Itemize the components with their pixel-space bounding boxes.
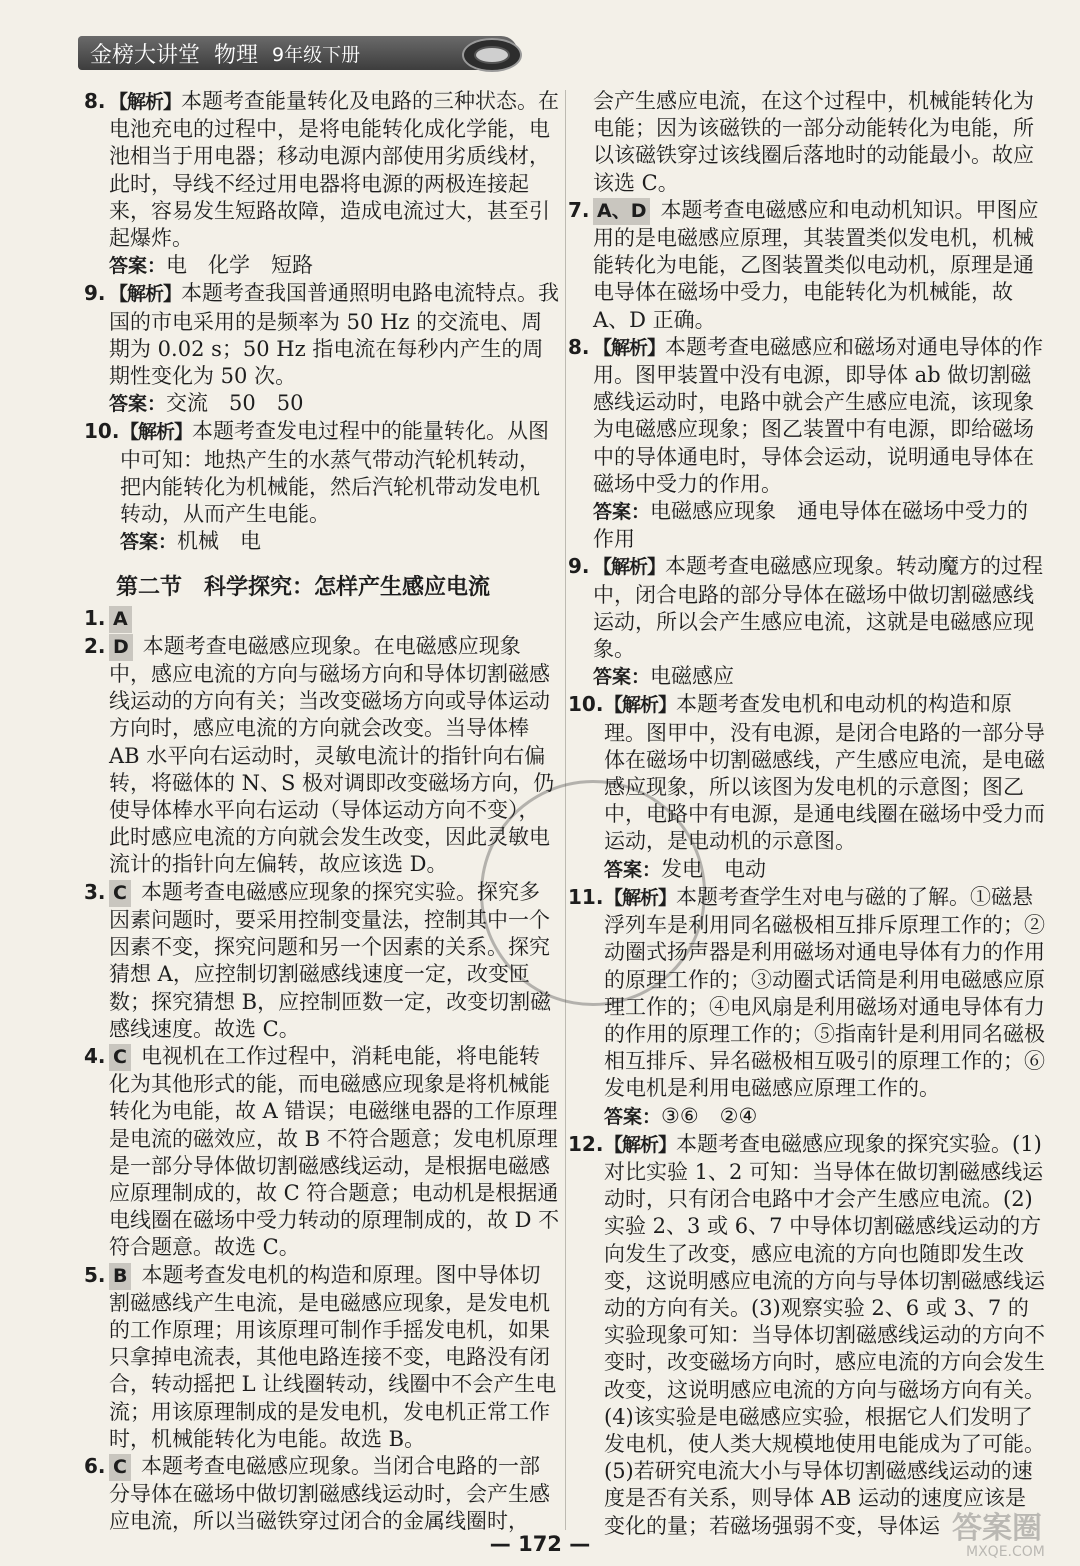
analysis-tag: 【解析】 [109,91,182,113]
explanation-text: 本题考查电磁感应现象的探究实验。探究多因素问题时，要采用控制变量法，控制其中一个因素不变，探究问题和另一个因素的关系。探究猜想 A，应控制切割磁感线速度一定，改变匝数；探究猜想 B，应控制匝数一定，改变切割磁感线速度。故选 C。 [109,879,552,1041]
answer-value: 电磁感应 [650,664,735,689]
answer-label: 答案： [109,393,167,416]
analysis-tag: 【解析】 [604,886,677,909]
answer-label: 答案： [109,255,167,278]
explanation-text: 本题考查发电机和电动机的构造和原理。图甲中，没有电源，是闭合电路的一部分导体在磁场中切割磁感线，产生感应电流，是电磁感应现象，所以该图为发电机的示意图；图乙中，电路中有电源，是通电线圈在磁场中受力而运动，是电动机的示意图。 [604,692,1045,854]
question-number: 6. [84,1453,106,1478]
choice-answer-box: C [109,1454,131,1481]
explanation-text: 本题考查发电机的构造和原理。图中导体切割磁感线产生电流，是电磁感应现象，是发电机的工作原理；用该原理可制作手摇发电机，如果只拿掉电流表，其他电路连接不变，电路没有闭合，转动摇把 L 让线圈转动，线圈中不会产生电流；用该原理制成的是发电机，发电机正常工作时，机械能转化为电能。故选 B。 [109,1262,557,1451]
question-item [84,633,560,879]
question-item [568,1131,1046,1540]
question-number: 10. [84,419,120,444]
question-number: 9. [568,554,590,579]
analysis-tag: 【解析】 [593,556,666,579]
page-number: — 172 — [489,1532,591,1556]
question-body [109,1453,560,1536]
svg-text:答案圈: 答案圈 [952,1511,1042,1546]
question-body [109,879,560,1043]
question-item [84,1262,560,1453]
choice-answer-box: C [109,880,131,907]
book-header [78,36,518,70]
answer-line [109,252,560,280]
analysis-tag: 【解析】 [593,336,666,359]
grade-title: 9年级下册 [272,43,361,66]
answer-value: 发电 电动 [661,856,767,881]
watermark-logo [948,1504,1066,1558]
choice-answer-box: A、D [593,198,650,225]
question-number: 4. [84,1043,106,1068]
answer-line [604,1103,1046,1131]
answer-line [593,663,1046,691]
subject-title: 物理 [214,42,259,68]
answer-value: 电磁感应现象 通电导体在磁场中受力的作用 [593,499,1029,552]
question-item [568,334,1046,554]
question-body [120,418,560,528]
explanation-text: 本题考查我国普通照明电路电流特点。我国的市电采用的是频率为 50 Hz 的交流电、周期为 0.02 s；50 Hz 指电流在每秒内产生的周期性变化为 50 次。 [109,281,560,389]
question-number: 3. [84,879,106,904]
question-item [84,88,560,280]
continuation-text: 会产生感应电流，在这个过程中，机械能转化为电能；因为该磁铁的一部分动能转化为电能，所以该磁铁穿过该线圈后落地时的动能最小。故应该选 C。 [593,89,1034,195]
answer-label: 答案： [604,1105,662,1128]
question-body [109,1262,560,1453]
choice-answer-box: B [109,1263,131,1290]
question-body [593,197,1046,334]
answer-label: 答案： [604,858,662,881]
explanation-text: 本题考查电磁感应现象的探究实验。(1)对比实验 1、2 可知：当导体在做切割磁感线运动时，只有闭合电路中才会产生感应电流。(2)实验 2、3 或 6、7 中导体切割磁感线运动的方向发生了改变，感应电流的方向也随即发生改变，这说明感应电流的方向与导体切割磁感线运动的方向有关。(3)观察实验 2、6 或 3、7 的实验现象可知：当导体切割磁感线运动的方向不变时，改变磁场方向时，感应电流的方向会发生改变，这说明感应电流的方向与磁场方向有关。(4)该实验是电磁感应实验，根据它人们发明了发电机，使人类大规模地使用电能成为了可能。(5)若研究电流大小与导体切割磁感线运动的速度是否有关系，则导体 AB 运动的速度应该是变化的量；若磁场强弱不变，导体运 [604,1131,1045,1538]
analysis-tag: 【解析】 [109,283,182,306]
series-title: 金榜大讲堂 [90,42,201,68]
question-number: 10. [568,692,604,717]
question-item [84,1043,560,1262]
choice-answer-box: C [109,1044,131,1071]
answer-value: 机械 电 [177,529,262,554]
question-number: 11. [568,884,604,909]
right-column [568,88,1046,1540]
question-item [84,1453,560,1536]
analysis-tag: 【解析】 [604,694,677,717]
svg-text:MXQE.COM: MXQE.COM [966,1544,1045,1558]
question-body [109,605,560,633]
question-number: 5. [84,1262,106,1287]
question-item [568,691,1046,883]
explanation-text: 本题考查能量转化及电路的三种状态。在电池充电的过程中，是将电能转化成化学能，电池相当于用电器；移动电源内部使用劣质线材，此时，导线不经过用电器将电源的两极连接起来，容易发生短路故障，造成电流过大，甚至引起爆炸。 [109,89,560,251]
question-number: 9. [84,281,106,306]
question-body [593,553,1046,663]
choice-answer-box: D [109,634,133,661]
question-number: 1. [84,605,106,630]
eye-logo-icon [462,38,522,72]
question-item [568,553,1046,691]
question-body [604,691,1046,855]
answer-label: 答案： [120,531,178,554]
explanation-text: 本题考查电磁感应和电动机知识。甲图应用的是电磁感应原理，其装置类似发电机，机械能转化为电能，乙图装置类似电动机，原理是通电导体在磁场中受力，电能转化为机械能，故 A、D 正确。 [593,197,1039,332]
answer-value: 交流 50 50 [166,391,304,416]
left-column [84,88,560,1536]
choice-answer-box: A [109,606,132,633]
question-item [84,879,560,1043]
explanation-text: 本题考查学生对电与磁的了解。①磁悬浮列车是利用同名磁极相互排斥原理工作的；②动圈式扬声器是利用磁场对通电导体有力的作用的原理工作的；③动圈式话筒是利用电磁感应原理工作的；④电风扇是利用磁场对通电导体有力的作用的原理工作的；⑤指南针是利用同名磁极相互排斥、异名磁极相互吸引的原理工作的；⑥发电机是利用电磁感应原理工作的。 [604,884,1045,1101]
question-body [109,1043,560,1262]
explanation-text: 本题考查电磁感应现象。当闭合电路的一部分导体在磁场中做切割磁感线运动时，会产生感应电流，所以当磁铁穿过闭合的金属线圈时， [109,1453,550,1534]
analysis-tag: 【解析】 [120,421,193,444]
question-item [84,605,560,633]
question-item [568,884,1046,1131]
answer-label: 答案： [593,501,651,524]
analysis-tag: 【解析】 [604,1133,677,1156]
question-item [84,418,560,556]
question-item [84,280,560,418]
question-number: 7. [568,197,590,222]
question-body [604,1131,1046,1540]
answer-line [109,390,560,418]
answer-label: 答案： [593,666,651,689]
answer-line [604,856,1046,884]
section-title: 第二节 科学探究：怎样产生感应电流 [116,575,491,601]
explanation-text: 电视机在工作过程中，消耗电能，将电能转化为其他形式的能，而电磁感应现象是将机械能转化为电能，故 A 错误；电磁继电器的工作原理是电流的磁效应，故 B 不符合题意；发电机原理是一部分导体做切割磁感线运动，是根据电磁感应原理制成的，故 C 符合题意；电动机是根据通电线圈在磁场中受力转动的原理制成的，故 D 不符合题意。故选 C。 [109,1043,560,1260]
answer-value: ③⑥ ②④ [661,1103,758,1128]
explanation-text: 本题考查发电过程中的能量转化。从图中可知：地热产生的水蒸气带动汽轮机转动，把内能转化为机械能，然后汽轮机带动发电机转动，从而产生电能。 [120,419,550,527]
answer-line [120,528,560,556]
question-body [109,633,560,879]
explanation-text: 本题考查电磁感应和磁场对通电导体的作用。图甲装置中没有电源，即导体 ab 做切割磁感线运动时，电路中就会产生感应电流，该现象为电磁感应现象；图乙装置中有电源，即给磁场中的导体通电时，导体会运动，说明通电导体在磁场中受力的作用。 [593,334,1044,496]
question-number: 12. [568,1131,604,1156]
question-body [109,88,560,252]
question-body [109,280,560,390]
explanation-text: 本题考查电磁感应现象。在电磁感应现象中，感应电流的方向与磁场方向和导体切割磁感线运动的方向有关；当改变磁场方向或导体运动方向时，感应电流的方向就会改变。当导体棒 AB 水平向右运动时，灵敏电流计的指针向右偏转，将磁体的 N、S 极对调即改变磁场方向，仍使导体棒水平向右运动（导体运动方向不变），此时感应电流的方向就会发生改变，因此灵敏电流计的指针向左偏转，故应该选 D。 [109,633,555,877]
question-number: 8. [84,89,106,113]
explanation-text: 本题考查电磁感应现象。转动魔方的过程中，闭合电路的部分导体在磁场中做切割磁感线运动，所以会产生感应电流，这就是电磁感应现象。 [593,554,1044,662]
question-number: 2. [84,633,106,658]
question-body [604,884,1046,1103]
answer-line [593,498,1046,553]
question-item [568,197,1046,334]
question-body [593,334,1046,498]
answer-value: 电 化学 短路 [166,253,314,278]
question-number: 8. [568,334,590,359]
